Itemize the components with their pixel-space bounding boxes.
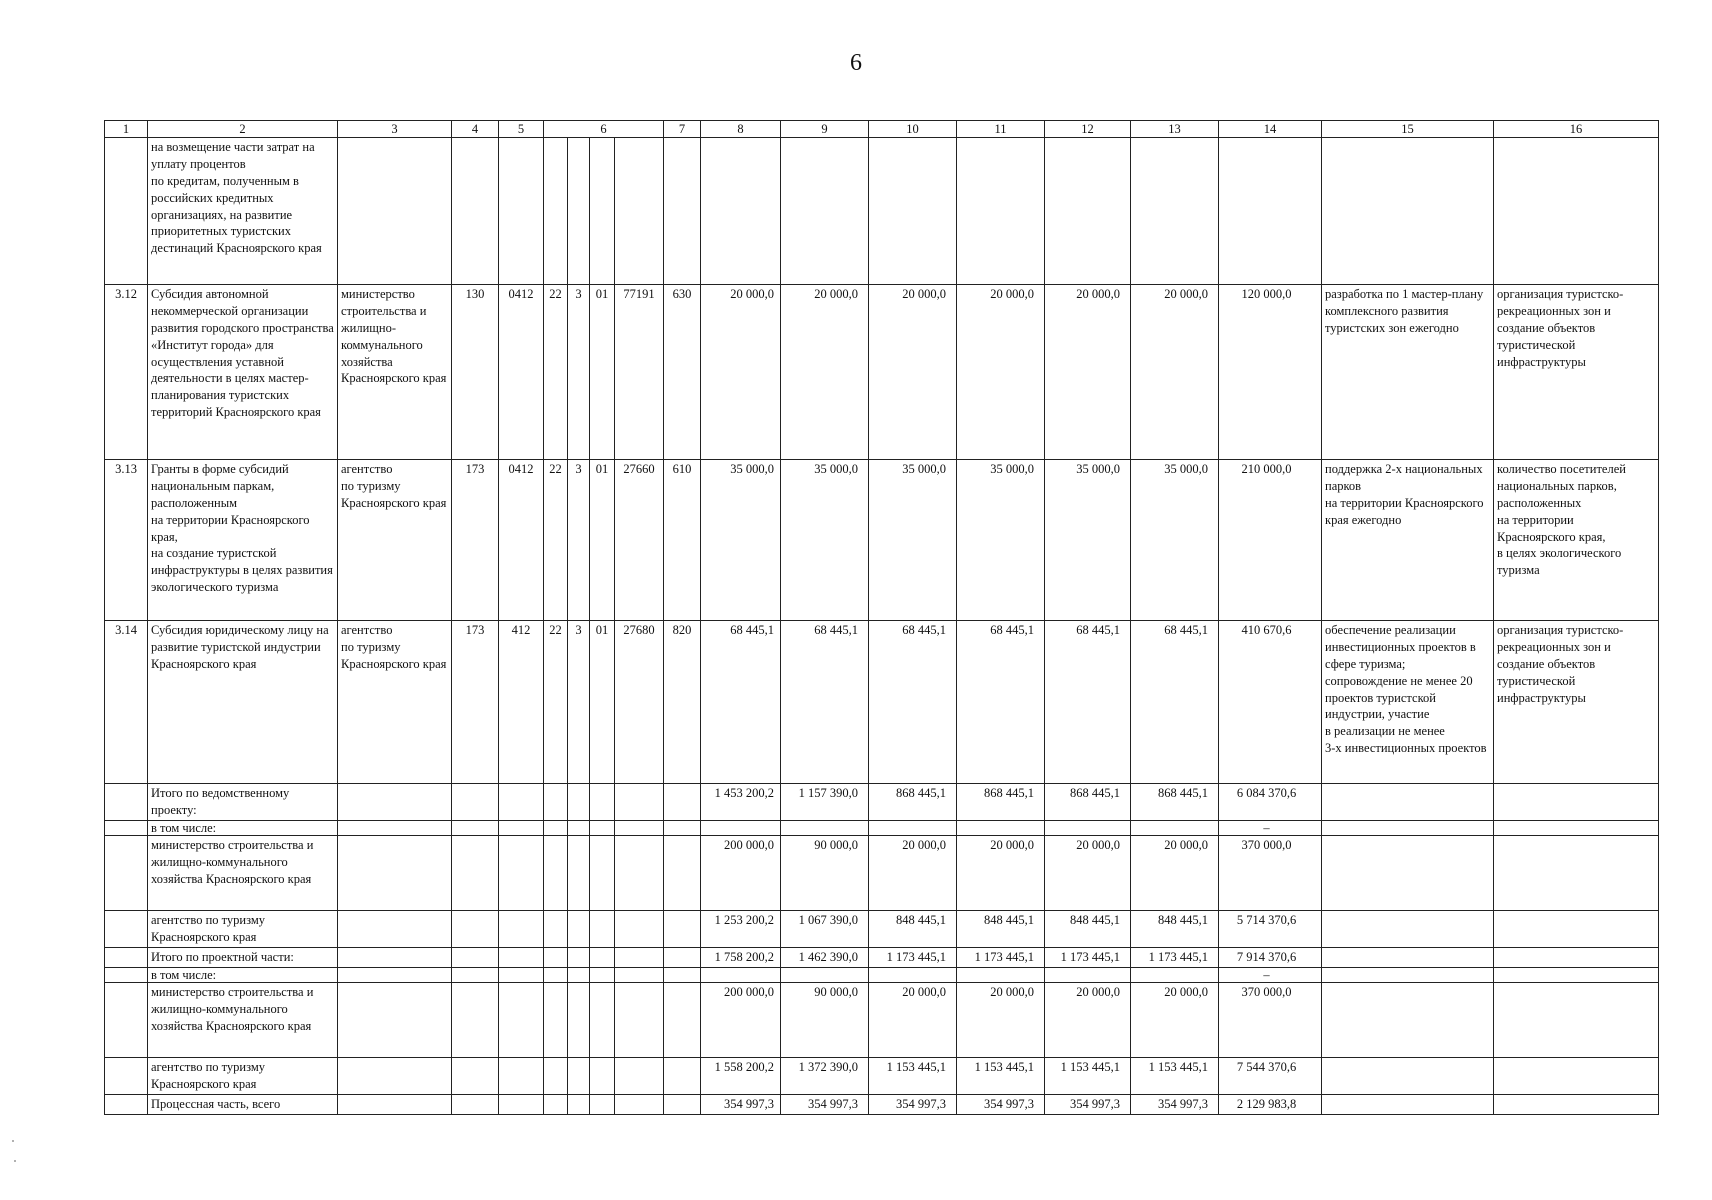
- cell-c1: [105, 967, 148, 982]
- cell-c1: [105, 138, 148, 285]
- cell-c7: 610: [664, 460, 701, 621]
- cell-c6c: [590, 1057, 615, 1094]
- cell-c5: 412: [499, 621, 544, 784]
- cell-c4: 130: [452, 285, 499, 460]
- cell-c10: [869, 821, 957, 836]
- cell-c6d: [615, 1057, 664, 1094]
- cell-c1: 3.13: [105, 460, 148, 621]
- cell-c12: 354 997,3: [1045, 1094, 1131, 1114]
- cell-c13: 1 173 445,1: [1131, 948, 1219, 968]
- cell-c10: 868 445,1: [869, 784, 957, 821]
- cell-c14: 7 914 370,6: [1219, 948, 1322, 968]
- cell-c5: [499, 821, 544, 836]
- cell-c9: 35 000,0: [781, 460, 869, 621]
- header-cell: 6: [544, 121, 664, 138]
- cell-c15: [1322, 967, 1494, 982]
- cell-c3: [338, 967, 452, 982]
- cell-c6a: [544, 911, 568, 948]
- cell-c15: обеспечение реализации инвестиционных проектов в сфере туризма; сопровождение не менее 20 проектов туристской индустрии, участие в реализации не менее 3-х инвестиционных проектов: [1322, 621, 1494, 784]
- table-row: [105, 285, 1659, 460]
- cell-c8: 20 000,0: [701, 285, 781, 460]
- cell-c12: [1045, 821, 1131, 836]
- budget-table: [104, 120, 1659, 1115]
- cell-c14: 410 670,6: [1219, 621, 1322, 784]
- cell-c5: [499, 911, 544, 948]
- cell-c6d: [615, 982, 664, 1057]
- cell-c12: 1 153 445,1: [1045, 1057, 1131, 1094]
- cell-c14: –: [1219, 821, 1322, 836]
- cell-c6c: [590, 1094, 615, 1114]
- page-number: 6: [850, 50, 862, 76]
- cell-c13: [1131, 821, 1219, 836]
- cell-c7: [664, 948, 701, 968]
- table-row: [105, 138, 1659, 285]
- cell-c3: [338, 1057, 452, 1094]
- cell-c7: [664, 967, 701, 982]
- cell-c6d: [615, 138, 664, 285]
- cell-c8: 68 445,1: [701, 621, 781, 784]
- cell-c13: 20 000,0: [1131, 836, 1219, 911]
- cell-c4: [452, 821, 499, 836]
- cell-c6d: [615, 948, 664, 968]
- header-cell: 5: [499, 121, 544, 138]
- cell-c10: 848 445,1: [869, 911, 957, 948]
- cell-c6a: [544, 138, 568, 285]
- cell-c12: 20 000,0: [1045, 285, 1131, 460]
- cell-c13: 354 997,3: [1131, 1094, 1219, 1114]
- header-cell: 11: [957, 121, 1045, 138]
- cell-c6a: [544, 1094, 568, 1114]
- cell-c6a: [544, 948, 568, 968]
- table-body: [105, 121, 1659, 1115]
- cell-c13: 1 153 445,1: [1131, 1057, 1219, 1094]
- cell-c10: 1 153 445,1: [869, 1057, 957, 1094]
- cell-c6b: [568, 982, 590, 1057]
- cell-c14: 5 714 370,6: [1219, 911, 1322, 948]
- cell-c2: Гранты в форме субсидий национальным паркам, расположенным на территории Красноярского края, на создание туристской инфраструктуры в целях развития экологического туризма: [148, 460, 338, 621]
- cell-c14: [1219, 138, 1322, 285]
- cell-c8: [701, 821, 781, 836]
- table-row: [105, 967, 1659, 982]
- cell-c15: [1322, 982, 1494, 1057]
- cell-c6c: [590, 967, 615, 982]
- header-cell: 9: [781, 121, 869, 138]
- cell-c14: –: [1219, 967, 1322, 982]
- cell-c16: [1494, 982, 1659, 1057]
- cell-c7: [664, 1057, 701, 1094]
- cell-c2: в том числе:: [148, 821, 338, 836]
- cell-c6a: [544, 982, 568, 1057]
- cell-c2: в том числе:: [148, 967, 338, 982]
- cell-c16: организация туристско-рекреационных зон и создание объектов туристической инфраструктуры: [1494, 621, 1659, 784]
- cell-c11: 868 445,1: [957, 784, 1045, 821]
- cell-c6a: [544, 1057, 568, 1094]
- cell-c6b: [568, 911, 590, 948]
- cell-c9: 354 997,3: [781, 1094, 869, 1114]
- table-row: [105, 821, 1659, 836]
- cell-c14: 120 000,0: [1219, 285, 1322, 460]
- cell-c13: 35 000,0: [1131, 460, 1219, 621]
- cell-c6c: [590, 784, 615, 821]
- cell-c6b: 3: [568, 621, 590, 784]
- cell-c2: Субсидия юридическому лицу на развитие туристской индустрии Красноярского края: [148, 621, 338, 784]
- cell-c13: 868 445,1: [1131, 784, 1219, 821]
- cell-c9: 20 000,0: [781, 285, 869, 460]
- cell-c5: [499, 784, 544, 821]
- cell-c4: [452, 982, 499, 1057]
- cell-c6a: 22: [544, 285, 568, 460]
- cell-c4: 173: [452, 460, 499, 621]
- header-cell: 12: [1045, 121, 1131, 138]
- cell-c3: [338, 821, 452, 836]
- cell-c6c: 01: [590, 460, 615, 621]
- cell-c2: министерство строительства и жилищно-коммунального хозяйства Красноярского края: [148, 836, 338, 911]
- cell-c11: 20 000,0: [957, 285, 1045, 460]
- cell-c6c: [590, 982, 615, 1057]
- cell-c7: [664, 784, 701, 821]
- cell-c6b: [568, 784, 590, 821]
- cell-c8: 1 253 200,2: [701, 911, 781, 948]
- cell-c6d: [615, 911, 664, 948]
- scan-artifact: [14, 1160, 16, 1162]
- cell-c15: [1322, 836, 1494, 911]
- cell-c11: 35 000,0: [957, 460, 1045, 621]
- cell-c6b: 3: [568, 285, 590, 460]
- cell-c16: [1494, 821, 1659, 836]
- cell-c16: [1494, 1057, 1659, 1094]
- cell-c7: [664, 138, 701, 285]
- cell-c9: [781, 821, 869, 836]
- cell-c2: на возмещение части затрат на уплату процентов по кредитам, полученным в российских кредитных организациях, на развитие приоритетных туристских дестинаций Красноярского края: [148, 138, 338, 285]
- cell-c11: 20 000,0: [957, 836, 1045, 911]
- cell-c9: 68 445,1: [781, 621, 869, 784]
- cell-c7: [664, 836, 701, 911]
- cell-c13: [1131, 138, 1219, 285]
- cell-c4: [452, 1094, 499, 1114]
- cell-c3: агентство по туризму Красноярского края: [338, 621, 452, 784]
- cell-c6b: [568, 967, 590, 982]
- cell-c11: 68 445,1: [957, 621, 1045, 784]
- cell-c6d: [615, 784, 664, 821]
- cell-c16: [1494, 948, 1659, 968]
- header-cell: 15: [1322, 121, 1494, 138]
- cell-c3: агентство по туризму Красноярского края: [338, 460, 452, 621]
- cell-c3: [338, 982, 452, 1057]
- cell-c6a: 22: [544, 621, 568, 784]
- cell-c1: [105, 982, 148, 1057]
- cell-c6d: 27660: [615, 460, 664, 621]
- cell-c7: [664, 982, 701, 1057]
- cell-c7: [664, 911, 701, 948]
- cell-c16: [1494, 836, 1659, 911]
- cell-c6d: 77191: [615, 285, 664, 460]
- cell-c5: 0412: [499, 460, 544, 621]
- scan-artifact: [12, 1140, 14, 1142]
- cell-c6c: 01: [590, 621, 615, 784]
- cell-c4: [452, 948, 499, 968]
- cell-c11: [957, 138, 1045, 285]
- cell-c16: [1494, 138, 1659, 285]
- cell-c8: 35 000,0: [701, 460, 781, 621]
- header-cell: 4: [452, 121, 499, 138]
- cell-c12: 20 000,0: [1045, 982, 1131, 1057]
- cell-c6b: [568, 948, 590, 968]
- cell-c6a: [544, 821, 568, 836]
- cell-c6a: 22: [544, 460, 568, 621]
- cell-c16: количество посетителей национальных парков, расположенных на территории Красноярского края, в целях экологического туризма: [1494, 460, 1659, 621]
- cell-c14: 210 000,0: [1219, 460, 1322, 621]
- cell-c6d: [615, 967, 664, 982]
- header-cell: 3: [338, 121, 452, 138]
- cell-c10: 20 000,0: [869, 836, 957, 911]
- cell-c5: [499, 836, 544, 911]
- cell-c16: [1494, 967, 1659, 982]
- cell-c8: [701, 967, 781, 982]
- cell-c10: 68 445,1: [869, 621, 957, 784]
- cell-c16: организация туристско-рекреационных зон и создание объектов туристической инфраструктуры: [1494, 285, 1659, 460]
- cell-c6b: [568, 836, 590, 911]
- table-row: [105, 621, 1659, 784]
- cell-c15: поддержка 2-х национальных парков на территории Красноярского края ежегодно: [1322, 460, 1494, 621]
- cell-c12: 1 173 445,1: [1045, 948, 1131, 968]
- header-cell: 13: [1131, 121, 1219, 138]
- cell-c2: Процессная часть, всего: [148, 1094, 338, 1114]
- header-cell: 10: [869, 121, 957, 138]
- table-row: [105, 784, 1659, 821]
- cell-c2: Итого по проектной части:: [148, 948, 338, 968]
- cell-c7: [664, 1094, 701, 1114]
- cell-c2: Итого по ведомственному проекту:: [148, 784, 338, 821]
- cell-c8: 354 997,3: [701, 1094, 781, 1114]
- cell-c1: [105, 784, 148, 821]
- table-row: [105, 982, 1659, 1057]
- cell-c3: министерство строительства и жилищно-коммунального хозяйства Красноярского края: [338, 285, 452, 460]
- cell-c8: 1 758 200,2: [701, 948, 781, 968]
- cell-c12: 848 445,1: [1045, 911, 1131, 948]
- cell-c4: [452, 911, 499, 948]
- cell-c10: 20 000,0: [869, 285, 957, 460]
- header-row: [105, 121, 1659, 138]
- cell-c14: 370 000,0: [1219, 836, 1322, 911]
- cell-c6a: [544, 784, 568, 821]
- cell-c9: 1 067 390,0: [781, 911, 869, 948]
- cell-c7: [664, 821, 701, 836]
- cell-c6b: [568, 1094, 590, 1114]
- cell-c1: 3.12: [105, 285, 148, 460]
- cell-c8: [701, 138, 781, 285]
- cell-c6c: [590, 821, 615, 836]
- cell-c6c: [590, 948, 615, 968]
- cell-c11: 354 997,3: [957, 1094, 1045, 1114]
- table-row: [105, 948, 1659, 968]
- cell-c5: 0412: [499, 285, 544, 460]
- cell-c1: [105, 821, 148, 836]
- cell-c9: [781, 138, 869, 285]
- cell-c13: 20 000,0: [1131, 285, 1219, 460]
- cell-c10: [869, 967, 957, 982]
- table-row: [105, 1057, 1659, 1094]
- cell-c10: [869, 138, 957, 285]
- table-row: [105, 836, 1659, 911]
- cell-c16: [1494, 911, 1659, 948]
- cell-c12: 68 445,1: [1045, 621, 1131, 784]
- cell-c2: Субсидия автономной некоммерческой организации развития городского пространства «Институт города» для осуществления уставной деятельности в целях мастер-планирования туристских территорий Красноярского края: [148, 285, 338, 460]
- cell-c2: агентство по туризму Красноярского края: [148, 911, 338, 948]
- cell-c6c: 01: [590, 285, 615, 460]
- cell-c9: [781, 967, 869, 982]
- cell-c2: агентство по туризму Красноярского края: [148, 1057, 338, 1094]
- cell-c13: [1131, 967, 1219, 982]
- cell-c7: 820: [664, 621, 701, 784]
- header-cell: 8: [701, 121, 781, 138]
- cell-c1: [105, 948, 148, 968]
- cell-c9: 1 462 390,0: [781, 948, 869, 968]
- cell-c5: [499, 1094, 544, 1114]
- cell-c3: [338, 836, 452, 911]
- cell-c1: [105, 1094, 148, 1114]
- cell-c13: 848 445,1: [1131, 911, 1219, 948]
- cell-c6c: [590, 138, 615, 285]
- cell-c6d: [615, 821, 664, 836]
- cell-c5: [499, 138, 544, 285]
- cell-c9: 1 157 390,0: [781, 784, 869, 821]
- cell-c6d: 27680: [615, 621, 664, 784]
- cell-c15: [1322, 784, 1494, 821]
- cell-c5: [499, 982, 544, 1057]
- cell-c15: [1322, 1057, 1494, 1094]
- cell-c1: [105, 1057, 148, 1094]
- cell-c15: [1322, 1094, 1494, 1114]
- cell-c11: 848 445,1: [957, 911, 1045, 948]
- cell-c10: 20 000,0: [869, 982, 957, 1057]
- cell-c4: [452, 836, 499, 911]
- cell-c6c: [590, 836, 615, 911]
- cell-c15: [1322, 821, 1494, 836]
- cell-c6b: [568, 1057, 590, 1094]
- cell-c16: [1494, 784, 1659, 821]
- cell-c12: 20 000,0: [1045, 836, 1131, 911]
- cell-c5: [499, 1057, 544, 1094]
- cell-c11: 1 173 445,1: [957, 948, 1045, 968]
- cell-c4: [452, 1057, 499, 1094]
- table-row: [105, 1094, 1659, 1114]
- cell-c8: 200 000,0: [701, 982, 781, 1057]
- cell-c11: 20 000,0: [957, 982, 1045, 1057]
- cell-c7: 630: [664, 285, 701, 460]
- cell-c6a: [544, 836, 568, 911]
- cell-c8: 200 000,0: [701, 836, 781, 911]
- header-cell: 16: [1494, 121, 1659, 138]
- cell-c3: [338, 948, 452, 968]
- cell-c6b: [568, 821, 590, 836]
- cell-c15: разработка по 1 мастер-плану комплексного развития туристских зон ежегодно: [1322, 285, 1494, 460]
- cell-c14: 2 129 983,8: [1219, 1094, 1322, 1114]
- cell-c11: 1 153 445,1: [957, 1057, 1045, 1094]
- cell-c15: [1322, 138, 1494, 285]
- cell-c14: 370 000,0: [1219, 982, 1322, 1057]
- cell-c6b: 3: [568, 460, 590, 621]
- cell-c6d: [615, 836, 664, 911]
- cell-c2: министерство строительства и жилищно-коммунального хозяйства Красноярского края: [148, 982, 338, 1057]
- cell-c14: 7 544 370,6: [1219, 1057, 1322, 1094]
- cell-c6b: [568, 138, 590, 285]
- cell-c10: 1 173 445,1: [869, 948, 957, 968]
- cell-c6d: [615, 1094, 664, 1114]
- cell-c12: [1045, 138, 1131, 285]
- cell-c12: 868 445,1: [1045, 784, 1131, 821]
- cell-c9: 90 000,0: [781, 836, 869, 911]
- cell-c15: [1322, 948, 1494, 968]
- header-cell: 1: [105, 121, 148, 138]
- cell-c5: [499, 967, 544, 982]
- cell-c10: 35 000,0: [869, 460, 957, 621]
- cell-c4: 173: [452, 621, 499, 784]
- cell-c3: [338, 138, 452, 285]
- cell-c1: [105, 911, 148, 948]
- cell-c8: 1 453 200,2: [701, 784, 781, 821]
- cell-c3: [338, 1094, 452, 1114]
- cell-c6a: [544, 967, 568, 982]
- cell-c3: [338, 911, 452, 948]
- cell-c1: [105, 836, 148, 911]
- cell-c5: [499, 948, 544, 968]
- header-cell: 14: [1219, 121, 1322, 138]
- header-cell: 7: [664, 121, 701, 138]
- cell-c4: [452, 138, 499, 285]
- cell-c11: [957, 967, 1045, 982]
- cell-c16: [1494, 1094, 1659, 1114]
- cell-c13: 20 000,0: [1131, 982, 1219, 1057]
- cell-c8: 1 558 200,2: [701, 1057, 781, 1094]
- cell-c11: [957, 821, 1045, 836]
- cell-c9: 1 372 390,0: [781, 1057, 869, 1094]
- header-cell: 2: [148, 121, 338, 138]
- cell-c12: [1045, 967, 1131, 982]
- cell-c10: 354 997,3: [869, 1094, 957, 1114]
- cell-c15: [1322, 911, 1494, 948]
- cell-c4: [452, 967, 499, 982]
- cell-c9: 90 000,0: [781, 982, 869, 1057]
- cell-c6c: [590, 911, 615, 948]
- cell-c1: 3.14: [105, 621, 148, 784]
- cell-c14: 6 084 370,6: [1219, 784, 1322, 821]
- cell-c12: 35 000,0: [1045, 460, 1131, 621]
- cell-c3: [338, 784, 452, 821]
- table-row: [105, 460, 1659, 621]
- cell-c4: [452, 784, 499, 821]
- table-row: [105, 911, 1659, 948]
- cell-c13: 68 445,1: [1131, 621, 1219, 784]
